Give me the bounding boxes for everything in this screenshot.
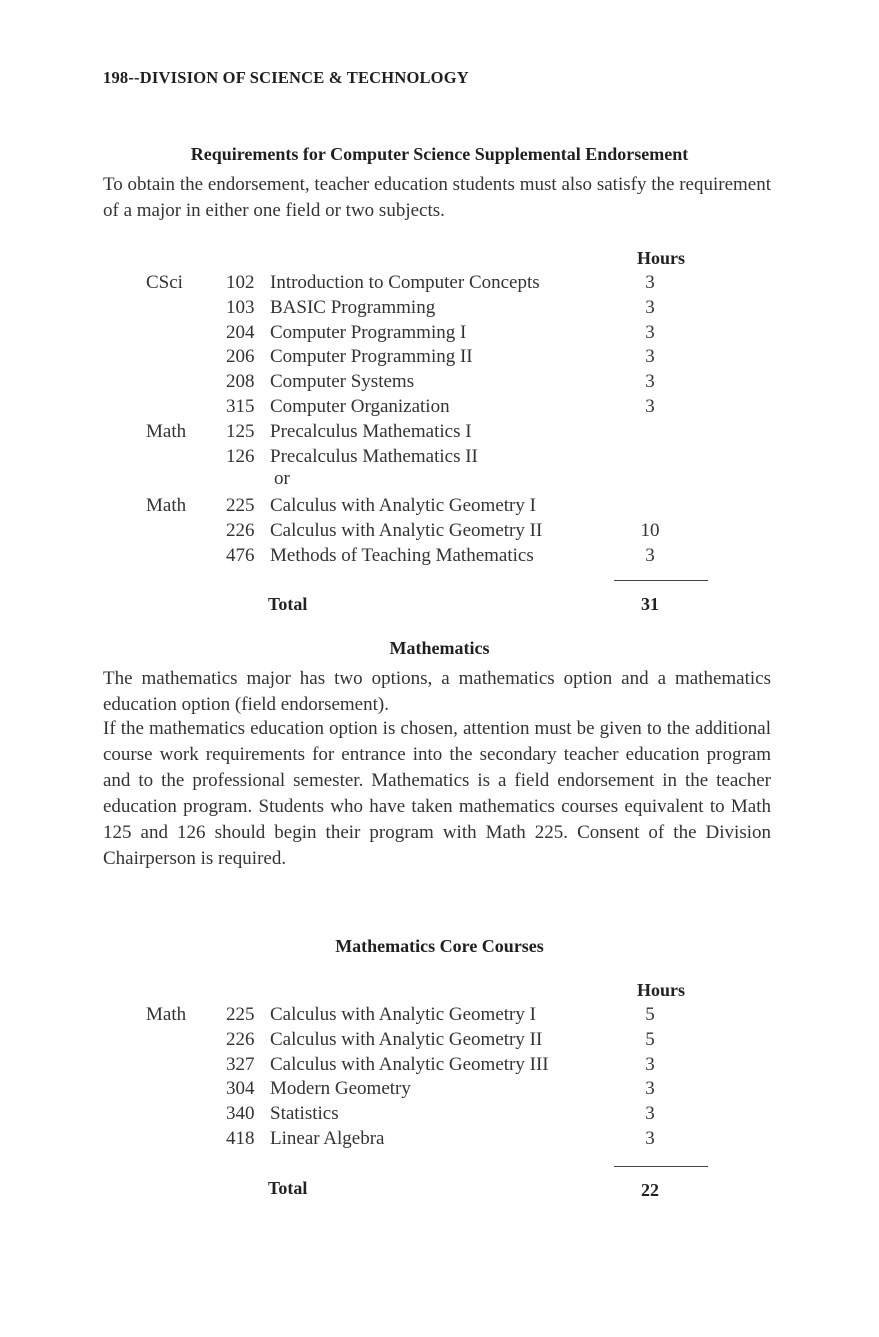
table-row	[0, 1103, 879, 1128]
math-paragraph-2: If the mathematics education option is chosen, attention must be given to the additional course work requirements for entrance into the secondary teacher education program and to the professional semester. Mathematics is a field endorsement in the teacher education program. Students who have taken mathematics courses equivalent to Math 125 and 126 should begin their program with Math 225. Consent of the Division Chairperson is required.	[103, 718, 771, 869]
course-hours: 3	[645, 371, 655, 393]
course-number: 208	[226, 371, 255, 393]
math-paragraph-1: The mathematics major has two options, a mathematics option and a mathematics education option (field endorsement).	[103, 668, 771, 715]
course-subject: CSci	[146, 272, 183, 293]
course-title: Calculus with Analytic Geometry III	[270, 1053, 549, 1075]
table-row	[0, 272, 879, 297]
course-title: Precalculus Mathematics II	[270, 445, 478, 467]
course-title: BASIC Programming	[270, 296, 436, 318]
course-title: Modern Geometry	[270, 1078, 411, 1100]
course-number: 226	[226, 1028, 255, 1050]
course-title: Statistics	[270, 1103, 339, 1125]
table-row	[0, 1054, 879, 1079]
course-hours: 3	[645, 1103, 655, 1125]
course-hours: 3	[645, 1078, 655, 1100]
course-number: 304	[226, 1078, 255, 1100]
table-row	[0, 371, 879, 396]
course-hours: 3	[645, 1053, 655, 1075]
or-row	[0, 470, 879, 495]
or-separator: or	[274, 468, 290, 490]
core-total-label: Total	[268, 1178, 308, 1198]
course-hours: 10	[640, 519, 660, 541]
course-number: 225	[226, 495, 255, 517]
table-row	[0, 1128, 879, 1153]
table-row	[0, 421, 879, 446]
cs-course-table	[0, 272, 879, 570]
table-row	[0, 495, 879, 520]
core-total-value: 22	[641, 1180, 659, 1200]
course-title: Computer Programming I	[270, 321, 467, 343]
mathematics-heading: Mathematics	[389, 638, 490, 658]
course-hours: 5	[645, 1004, 655, 1025]
cs-total-value: 31	[641, 594, 659, 614]
course-number: 225	[226, 1004, 255, 1025]
course-title: Computer Programming II	[270, 346, 473, 368]
course-number: 204	[226, 321, 255, 343]
running-head: 198--DIVISION OF SCIENCE & TECHNOLOGY	[103, 68, 469, 87]
course-hours: 3	[645, 1127, 655, 1149]
course-hours: 3	[645, 296, 655, 318]
course-number: 103	[226, 296, 255, 318]
course-number: 315	[226, 395, 255, 417]
cs-total-label: Total	[268, 594, 308, 614]
course-title: Introduction to Computer Concepts	[270, 272, 540, 293]
course-hours: 5	[645, 1028, 655, 1050]
course-number: 125	[226, 420, 255, 442]
core-courses-heading: Mathematics Core Courses	[335, 936, 544, 956]
table-row	[0, 297, 879, 322]
course-number: 340	[226, 1103, 255, 1125]
cs-hours-header: Hours	[636, 248, 685, 268]
table-row	[0, 545, 879, 570]
table-row	[0, 1078, 879, 1103]
course-number: 327	[226, 1053, 255, 1075]
course-title: Linear Algebra	[270, 1127, 385, 1149]
course-number: 226	[226, 519, 255, 541]
table-row	[0, 520, 879, 545]
table-row	[0, 446, 879, 471]
course-title: Methods of Teaching Mathematics	[270, 544, 534, 566]
course-title: Computer Organization	[270, 395, 450, 417]
course-number: 126	[226, 445, 255, 467]
total-rule	[614, 580, 708, 581]
core-hours-header: Hours	[636, 980, 685, 1000]
course-title: Calculus with Analytic Geometry I	[270, 495, 536, 517]
core-course-table	[0, 1004, 879, 1153]
course-subject: Math	[146, 420, 187, 442]
table-row	[0, 1004, 879, 1029]
course-hours: 3	[645, 272, 655, 293]
table-row	[0, 1029, 879, 1054]
table-row	[0, 322, 879, 347]
course-number: 418	[226, 1127, 255, 1149]
course-hours: 3	[645, 395, 655, 417]
course-hours: 3	[645, 321, 655, 343]
course-title: Precalculus Mathematics I	[270, 420, 472, 442]
course-number: 102	[226, 272, 255, 293]
course-title: Calculus with Analytic Geometry I	[270, 1004, 536, 1025]
course-number: 206	[226, 346, 255, 368]
total-rule	[614, 1166, 708, 1167]
course-title: Calculus with Analytic Geometry II	[270, 1028, 543, 1050]
course-title: Computer Systems	[270, 371, 415, 393]
course-subject: Math	[146, 1004, 187, 1025]
table-row	[0, 346, 879, 371]
course-subject: Math	[146, 495, 187, 517]
course-hours: 3	[645, 346, 655, 368]
course-title: Calculus with Analytic Geometry II	[270, 519, 543, 541]
cs-intro-paragraph: To obtain the endorsement, teacher education students must also satisfy the requirement of a major in either one field or two subjects.	[103, 174, 771, 221]
cs-endorsement-heading: Requirements for Computer Science Supplemental Endorsement	[190, 144, 689, 164]
course-number: 476	[226, 544, 255, 566]
table-row	[0, 396, 879, 421]
course-hours: 3	[645, 544, 655, 566]
